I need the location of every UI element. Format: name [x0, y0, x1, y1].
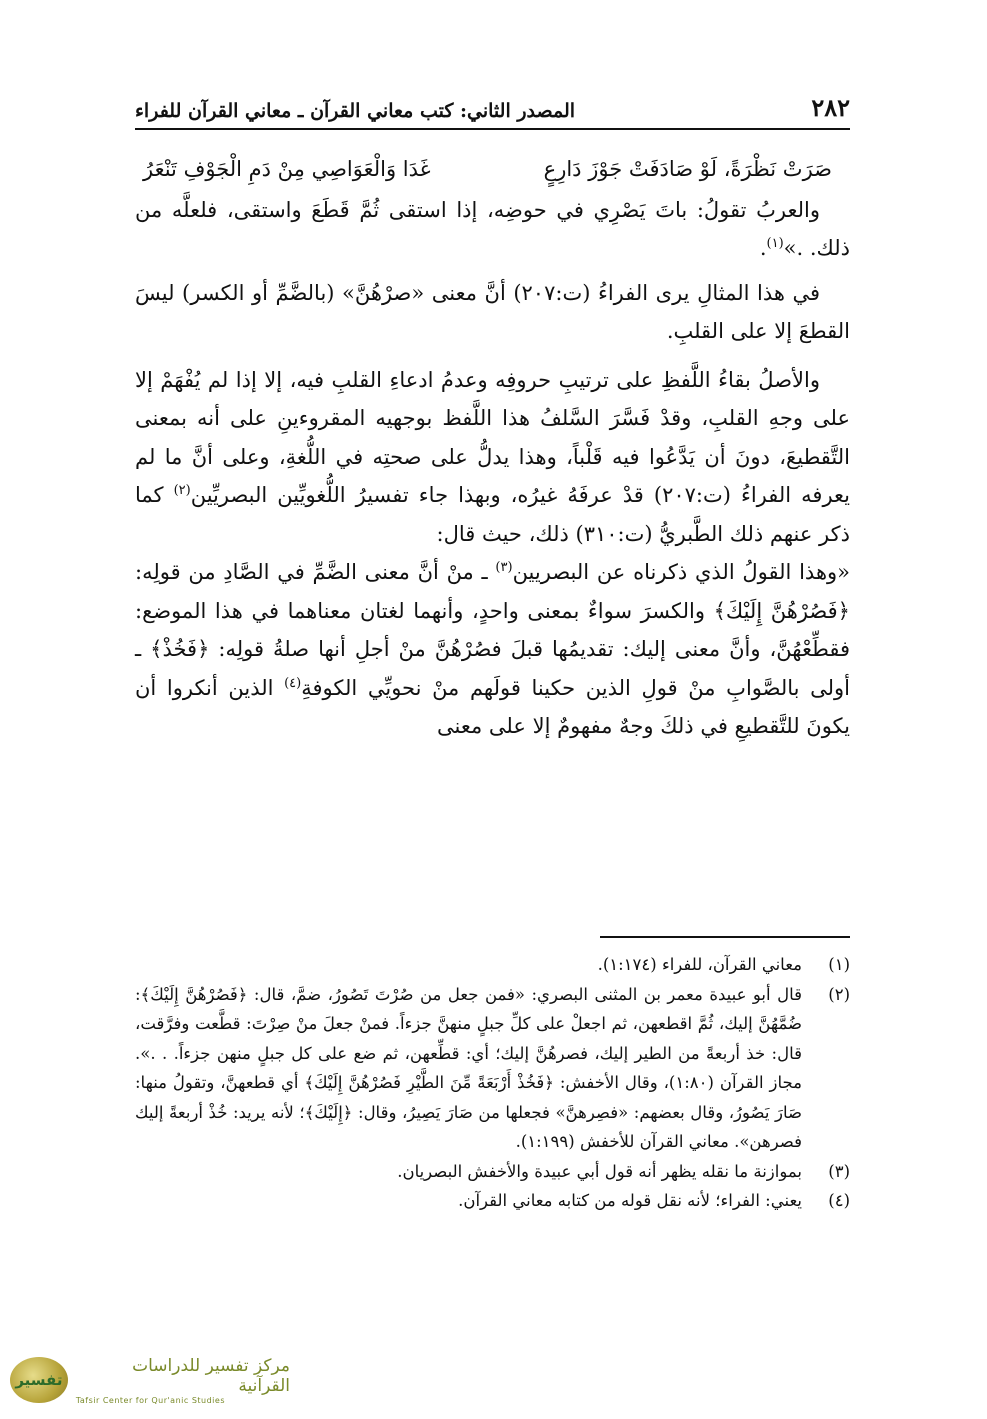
poetry-verse	[135, 150, 850, 189]
globe-logo-icon	[10, 1357, 68, 1403]
paragraph-text: في هذا المثالِ يرى الفراءُ (ت:٢٠٧) أنَّ معنى «صرْهُنَّ» (بالضَّمِّ أو الكسر) ليسَ القطعَ إلا على القلبِ.	[135, 280, 850, 343]
paragraph-tail: كما ذكر عنهم ذلك الطَّبريُّ (ت:٣١٠) ذلك، حيث قال:	[135, 483, 850, 546]
footnote-4	[135, 1186, 850, 1216]
logo-arabic-name: مركز تفسير للدراسات القرآنية	[132, 1355, 290, 1396]
page-header	[135, 82, 850, 130]
footnote-text: قال أبو عبيدة معمر بن المثنى البصري: «فمن جعل من صُرْتَ تَصُورُ، ضمَّ، قال: ﴿فَصُرْهُنَّ إِلَيْكَ﴾: ضُمَّهُنَّ إليك، ثُمَّ اقطعهن، ثم اجعلْ على كلِّ جبلٍ منهنَّ جزءاً. فمنْ جعلَ منْ صِرْتَ: قطَّعت وفرَّقت، قال: خذ أربعةً من الطير إليك، فصرهُنَّ إليك؛ أي: قطِّعهن، ثم ضع على كل جبلٍ منهن جزءاً. . .». مجاز القرآن (١:٨٠)، وقال الأخفش: ﴿فَخُذْ أَرْبَعَةً مِّنَ الطَّيْرِ فَصُرْهُنَّ إِلَيْكَ﴾ أي قطعهنَّ، وتقولُ منها: صَارَ يَصُورُ، وقال بعضهم: «فصِرهنَّ» فجعلها من صَارَ يَصِيرُ، وقال: ﴿إِلَيْكَ﴾؛ لأنه يريد: خُذْ أربعةً إليك فصرهن». معاني القرآن للأخفش (١:١٩٩).	[135, 984, 802, 1151]
footnote-text: معاني القرآن، للفراء (١:١٧٤).	[597, 955, 802, 974]
paragraph-text: والعربُ تقولُ: باتَ يَصْرِي في حوضِه، إذا استقى ثُمَّ قَطَعَ واستقى، فلعلَّه من ذلك. .»	[135, 197, 850, 260]
page-number: ٢٨٢	[811, 93, 850, 122]
footnote-1	[135, 950, 850, 980]
footnote-2	[135, 980, 850, 1157]
running-title: المصدر الثاني: كتب معاني القرآن ـ معاني القرآن للفراء	[135, 100, 576, 122]
paragraph-2	[135, 274, 850, 351]
paragraph-tail: .	[759, 236, 767, 260]
quotation-text: الذين أنكروا أن يكونَ للتَّقطيعِ في ذلكَ وجهٌ مفهومٌ إلا على معنى	[135, 675, 850, 738]
footnote-text: بموازنة ما نقله يظهر أنه قول أبي عبيدة والأخفش البصريان.	[397, 1161, 802, 1181]
footnote-ref[interactable]: (١)	[766, 236, 784, 251]
quotation-text: ـ منْ أنَّ معنى الضَّمِّ في الصَّادِ من قولِه: ﴿فَصُرْهُنَّ إِلَيْكَ﴾ والكسرَ سواءٌ بمعنى واحدٍ، وأنهما لغتان معناهما في هذا الموضع: فقطِّعْهُنَّ، وأنَّ معنى إليك: تقديمُها قبلَ فصُرْهُنَّ منْ أجلِ أنها صلةُ قولِه: ﴿فَخُذْ﴾ ـ أولى بالصَّوابِ منْ قولِ الذين حكينا قولَهم منْ نحويِّي الكوفةِ	[135, 560, 850, 700]
paragraph-3	[135, 361, 850, 746]
footnotes	[135, 950, 850, 1216]
footnote-ref[interactable]: (٢)	[173, 483, 191, 498]
footnote-separator	[600, 936, 850, 938]
footnote-ref[interactable]: (٤)	[284, 675, 302, 691]
footnote-number: (١)	[828, 955, 850, 974]
footnote-3	[135, 1157, 850, 1187]
verse-left-hemistich: غَدَا وَالْعَوَاصِي مِنْ دَمِ الْجَوْفِ تَنْعَرُ	[143, 157, 431, 181]
paragraph-text: والأصلُ بقاءُ اللَّفظِ على ترتيبِ حروفِه وعدمُ ادعاءِ القلبِ فيه، إلا إذا لم يُفْهَمْ إلا على وجهِ القلبِ، وقدْ فَسَّرَ السَّلفُ هذا اللَّفظ بوجهيه المقروءينِ على أنه بمعنى التَّقطيعَ، دونَ أن يَدَّعُوا فيه قَلْباً، وهذا يدلُّ على صحتِه في اللُّغةِ، وعلى أنَّ ما لم يعرفه الفراءُ (ت:٢٠٧) قدْ عرفَهُ غيرُه، وبهذا جاء تفسيرُ اللُّغويِّين البصريِّين	[135, 367, 851, 507]
logo-english-name: Tafsir Center for Qur'anic Studies	[75, 1395, 225, 1405]
footnote-text: يعني: الفراء؛ لأنه نقل قوله من كتابه معاني القرآن.	[458, 1191, 802, 1210]
footnote-number: (٢)	[828, 984, 850, 1004]
logo-mark: تفسير	[15, 1371, 63, 1389]
quotation-text: «وهذا القولُ الذي ذكرناه عن البصريين	[512, 560, 851, 584]
footnote-ref[interactable]: (٣)	[495, 560, 513, 575]
tafsir-center-logo	[10, 1352, 290, 1408]
logo-text	[76, 1356, 290, 1405]
paragraph-1	[135, 191, 850, 268]
main-text	[135, 150, 850, 756]
footnote-number: (٣)	[828, 1161, 850, 1181]
footnote-number: (٤)	[828, 1191, 850, 1210]
verse-right-hemistich: صَرَتْ نَظْرَةً، لَوْ صَادَفَتْ جَوْزَ دَارِعٍ	[543, 157, 832, 181]
